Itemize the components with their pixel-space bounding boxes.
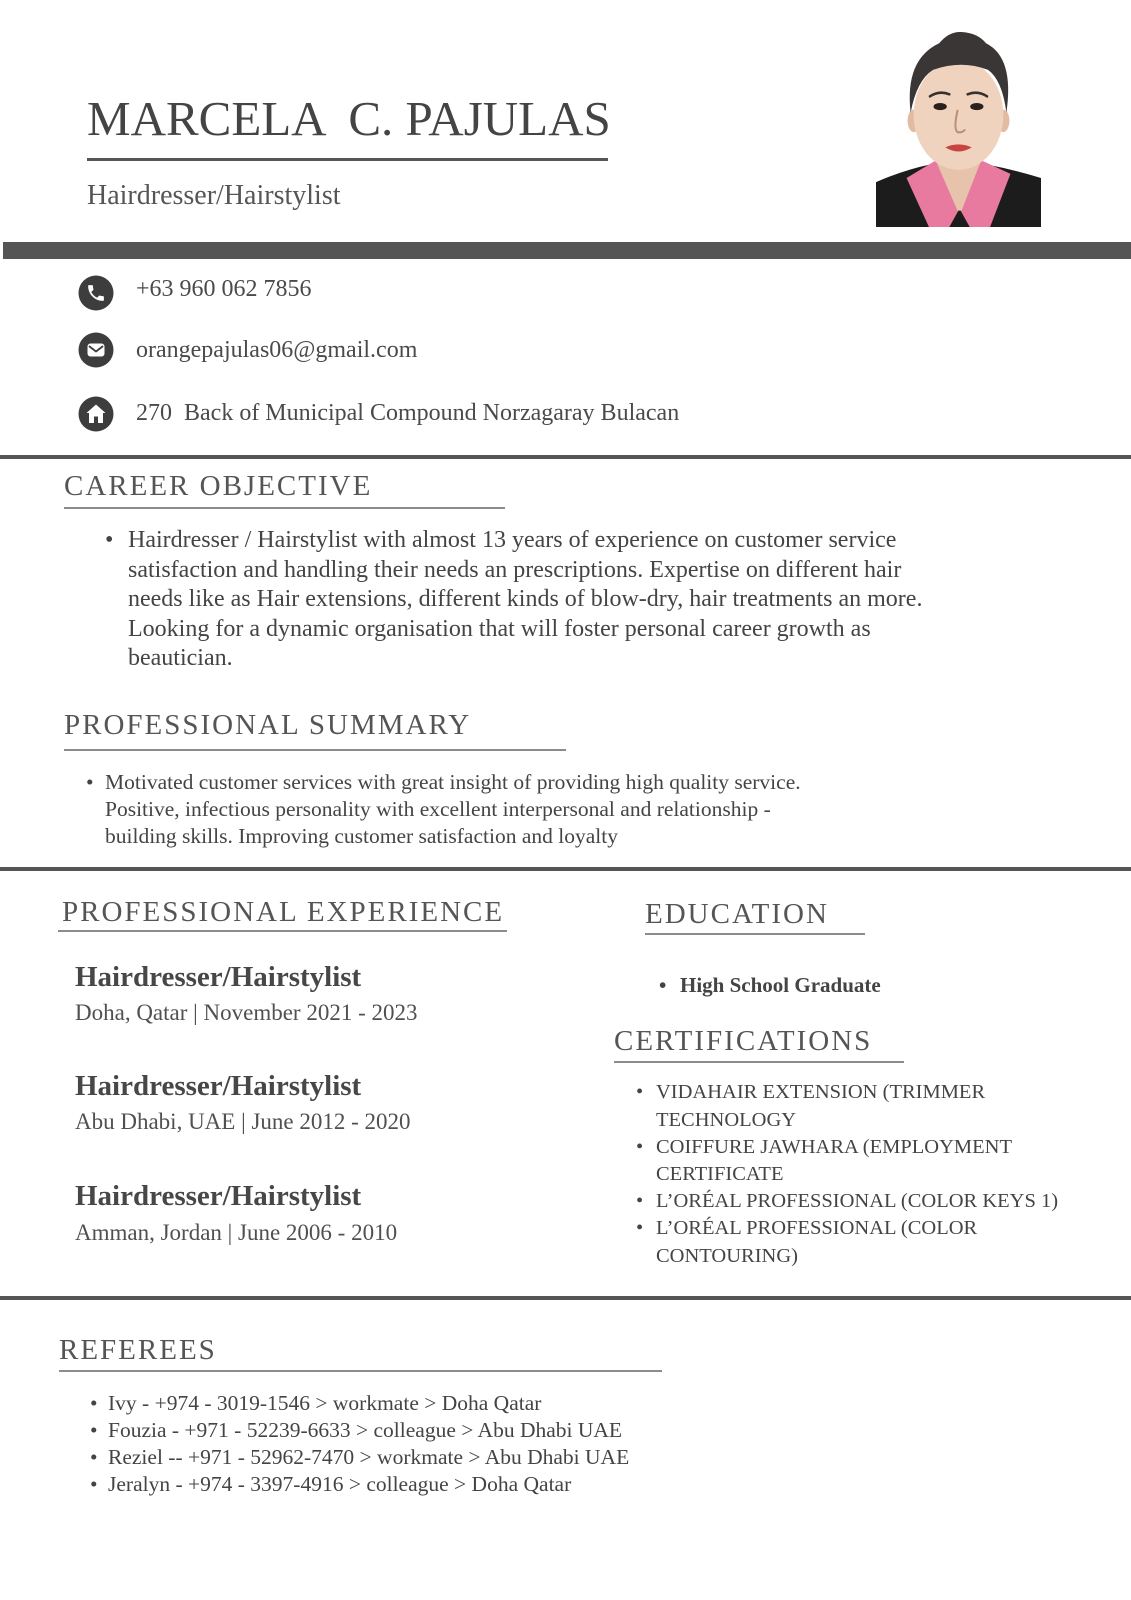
referees-heading: REFEREES (59, 1334, 217, 1366)
experience-details: Doha, Qatar | November 2021 - 2023 (75, 1000, 418, 1025)
candidate-name: MARCELA C. PAJULAS (87, 91, 611, 146)
email-address: orangepajulas06@gmail.com (136, 337, 418, 363)
experience-role: Hairdresser/Hairstylist (75, 961, 362, 993)
heading-underline (64, 749, 566, 751)
objective-line: satisfaction and handling their needs an prescriptions. Expertise on different hair (128, 556, 902, 583)
objective-line: Looking for a dynamic organisation that will foster personal career growth as (128, 615, 871, 642)
certification-item: • VIDAHAIR EXTENSION (TRIMMER TECHNOLOGY (656, 1079, 1081, 1133)
certification-item: • L’ORÉAL PROFESSIONAL (COLOR CONTOURING) (656, 1215, 1081, 1269)
professional-experience-heading: PROFESSIONAL EXPERIENCE (62, 896, 505, 928)
heading-underline (645, 933, 865, 935)
heading-underline (64, 507, 505, 509)
experience-details: Amman, Jordan | June 2006 - 2010 (75, 1220, 398, 1245)
objective-line: • Hairdresser / Hairstylist with almost 13 years of experience on customer service (128, 526, 922, 556)
certifications-heading: CERTIFICATIONS (614, 1025, 873, 1057)
email-icon (78, 332, 114, 368)
summary-line: Positive, infectious personality with excellent interpersonal and relationship - (105, 796, 771, 821)
home-icon (78, 396, 114, 432)
referee-item: • Jeralyn - +974 - 3397-4916 > colleague > Doha Qatar (108, 1471, 629, 1498)
education-item: • High School Graduate (680, 971, 881, 999)
section-divider (0, 867, 1131, 871)
heading-underline (614, 1061, 904, 1063)
phone-icon (78, 275, 114, 311)
career-objective-text (128, 526, 922, 674)
professional-summary-heading: PROFESSIONAL SUMMARY (64, 709, 472, 741)
experience-details: Abu Dhabi, UAE | June 2012 - 2020 (75, 1109, 411, 1134)
summary-line: • Motivated customer services with great insight of providing high quality service. (105, 769, 801, 796)
education-heading: EDUCATION (645, 898, 829, 930)
heading-underline (58, 930, 507, 932)
career-objective-heading: CAREER OBJECTIVE (64, 470, 373, 502)
experience-role: Hairdresser/Hairstylist (75, 1070, 362, 1102)
home-icon-door (94, 417, 98, 424)
photo-face (914, 60, 1004, 170)
photo-eye-left (934, 103, 947, 110)
home-address: 270 Back of Municipal Compound Norzagaray Bulacan (136, 400, 680, 426)
job-title: Hairdresser/Hairstylist (87, 180, 341, 211)
certification-item: • COIFFURE JAWHARA (EMPLOYMENT CERTIFICATE (656, 1134, 1081, 1188)
referees-list (108, 1390, 629, 1498)
phone-icon-circle (79, 276, 114, 311)
certifications-list (656, 1079, 1081, 1269)
email-icon-envelope (88, 344, 105, 357)
education-list (680, 971, 881, 999)
section-divider (0, 455, 1131, 459)
certification-item: • L’ORÉAL PROFESSIONAL (COLOR KEYS 1) (656, 1188, 1081, 1215)
section-divider (0, 1296, 1131, 1300)
experience-role: Hairdresser/Hairstylist (75, 1180, 362, 1212)
objective-line: needs like as Hair extensions, different kinds of blow-dry, hair treatments an more. (128, 586, 923, 613)
referee-item: • Reziel -- +971 - 52962-7470 > workmate > Abu Dhabi UAE (108, 1444, 629, 1471)
referee-item: • Fouzia - +971 - 52239-6633 > colleague > Abu Dhabi UAE (108, 1417, 629, 1444)
profile-photo (876, 29, 1041, 227)
name-underline (87, 158, 608, 161)
photo-eye-right (970, 103, 983, 110)
phone-number: +63 960 062 7856 (136, 276, 312, 302)
header-bar (3, 242, 1131, 259)
objective-line: beautician. (128, 645, 233, 672)
summary-line: building skills. Improving customer satisfaction and loyalty (105, 823, 618, 848)
referee-item: • Ivy - +974 - 3019-1546 > workmate > Doha Qatar (108, 1390, 629, 1417)
professional-summary-text (105, 769, 801, 850)
heading-underline (59, 1370, 662, 1372)
